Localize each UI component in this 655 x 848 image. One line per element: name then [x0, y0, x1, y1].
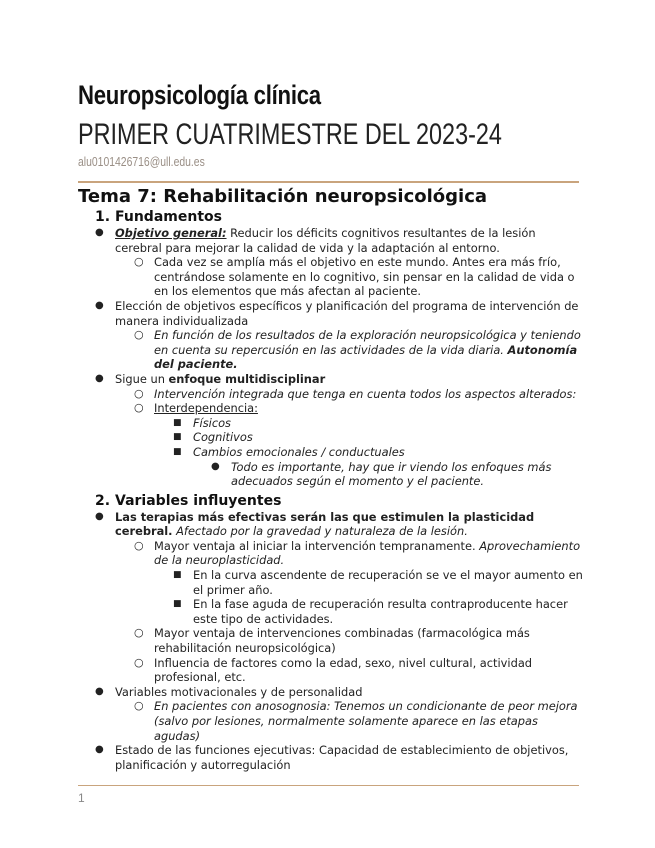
document-title: Neuropsicología clínica: [78, 80, 321, 110]
list-item: [78, 430, 583, 445]
bullet-circle-icon: ○: [134, 655, 144, 669]
bullet-disc-icon: ●: [95, 744, 104, 756]
document-subtitle: PRIMER CUATRIMESTRE DEL 2023-24: [78, 118, 502, 151]
list-item: [78, 445, 583, 460]
list-item: [78, 626, 583, 655]
ejecutivas-text: Estado de las funciones ejecutivas: Capacidad de establecimiento de objetivos, planificación y autorregulación: [115, 743, 569, 772]
bullet-square-icon: ■: [173, 570, 182, 581]
list-item: [78, 226, 583, 255]
list-item: [78, 416, 583, 431]
section-title: Fundamentos: [115, 209, 222, 225]
bullet-disc-icon: ●: [95, 372, 104, 384]
bullet-disc-icon: ●: [95, 299, 104, 311]
interdependencia-text: Interdependencia:: [154, 401, 258, 416]
bullet-circle-icon: ○: [134, 538, 144, 552]
eleccion-text: Elección de objetivos específicos y planificación del programa de intervención de manera individualizada: [115, 298, 579, 328]
enfoque-emphasis: enfoque multidisciplinar: [168, 371, 326, 386]
objective-note: Cada vez se amplía más el objetivo en este mundo. Antes era más frío, centrándose solamente en lo cognitivo, sin pensar en la calidad de vida o en los elementos que más afectan al paciente.: [154, 255, 575, 299]
bullet-square-icon: ■: [173, 432, 182, 443]
bullet-circle-icon: ○: [134, 401, 144, 415]
cognitivos-text: Cognitivos: [193, 430, 253, 445]
bullet-circle-icon: ○: [134, 255, 144, 269]
list-item: [78, 568, 583, 597]
bullet-square-icon: ■: [173, 599, 182, 610]
section-title: Variables influyentes: [115, 492, 282, 509]
todo-text: Todo es importante, hay que ir viendo los enfoques más adecuados según el momento y el paciente.: [231, 459, 552, 489]
terapias-note: Afectado por la gravedad y naturaleza de la lesión.: [176, 524, 468, 539]
curva-text: En la curva ascendente de recuperación se ve el mayor aumento en el primer año.: [193, 568, 583, 597]
motivacionales-text: Variables motivacionales y de personalidad: [115, 684, 363, 699]
list-item: [78, 299, 583, 328]
bullet-disc-icon: ●: [95, 685, 104, 697]
list-item: [78, 656, 583, 685]
document-body: [78, 186, 583, 772]
list-item: [78, 539, 583, 568]
anosognosia-text: En pacientes con anosognosia: Tenemos un condicionante de peor mejora (salvo por lesiones, normalmente solamente aparece en las etapas agudas): [154, 699, 578, 743]
list-item: [78, 685, 583, 700]
bullet-circle-icon: ○: [134, 328, 144, 342]
bullet-square-icon: ■: [173, 417, 182, 428]
bullet-square-icon: ■: [173, 446, 182, 457]
autonomia-emphasis: Autonomía del paciente.: [154, 342, 578, 372]
objective-label: Objetivo general:: [115, 226, 227, 240]
list-item: [78, 597, 583, 626]
bullet-circle-icon: ○: [134, 626, 144, 640]
list-item: [78, 743, 583, 772]
influencia-text: Influencia de factores como la edad, sexo, nivel cultural, actividad profesional, etc.: [154, 655, 533, 685]
fase-text: En la fase aguda de recuperación resulta contraproducente hacer este tipo de actividades.: [193, 597, 568, 626]
bullet-circle-icon: ○: [134, 386, 144, 400]
cambios-text: Cambios emocionales / conductuales: [193, 444, 405, 459]
section-heading-variables: [78, 493, 583, 510]
integrada-text: Intervención integrada que tenga en cuenta todos los aspectos alterados:: [154, 386, 577, 401]
fisicos-text: Físicos: [193, 415, 231, 430]
enfoque-prefix: Sigue un: [115, 371, 169, 386]
topic-heading: Tema 7: Rehabilitación neuropsicológica: [78, 186, 488, 207]
terapias-text: Las terapias más efectivas serán las que estimulen la plasticidad cerebral.: [115, 509, 535, 539]
ventaja1-note: Aprovechamiento de la neuroplasticidad.: [154, 538, 581, 568]
section-number: 1.: [95, 209, 111, 225]
bullet-disc-icon: ●: [95, 510, 104, 522]
header-divider: [78, 181, 579, 183]
eleccion-note: En función de los resultados de la exploración neuropsicológica y teniendo en cuenta su repercusión en las actividades de la vida diaria.: [154, 328, 581, 357]
objective-text: Reducir los déficits cognitivos resultantes de la lesión cerebral para mejorar la calidad de vida y la adaptación al entorno.: [115, 226, 536, 255]
list-item: [78, 699, 583, 743]
section-number: 2.: [95, 492, 111, 509]
ventaja2-text: Mayor ventaja de intervenciones combinadas (farmacológica más rehabilitación neuropsicológica): [154, 626, 530, 656]
list-item: [78, 372, 583, 387]
author-email: alu0101426716@ull.edu.es: [78, 154, 205, 169]
list-item: [78, 255, 583, 299]
ventaja1-text: Mayor ventaja al iniciar la intervención tempranamente.: [154, 538, 480, 553]
bullet-circle-icon: ○: [134, 699, 144, 713]
list-item: [78, 510, 583, 539]
section-heading-fundamentos: [78, 209, 583, 226]
list-item: [78, 387, 583, 402]
list-item: [78, 460, 583, 489]
bullet-disc-icon: ●: [211, 460, 220, 472]
footer-divider: [78, 785, 579, 786]
list-item: [78, 328, 583, 372]
bullet-disc-icon: ●: [95, 227, 104, 238]
list-item: [78, 401, 583, 416]
page-number: 1: [78, 791, 85, 805]
